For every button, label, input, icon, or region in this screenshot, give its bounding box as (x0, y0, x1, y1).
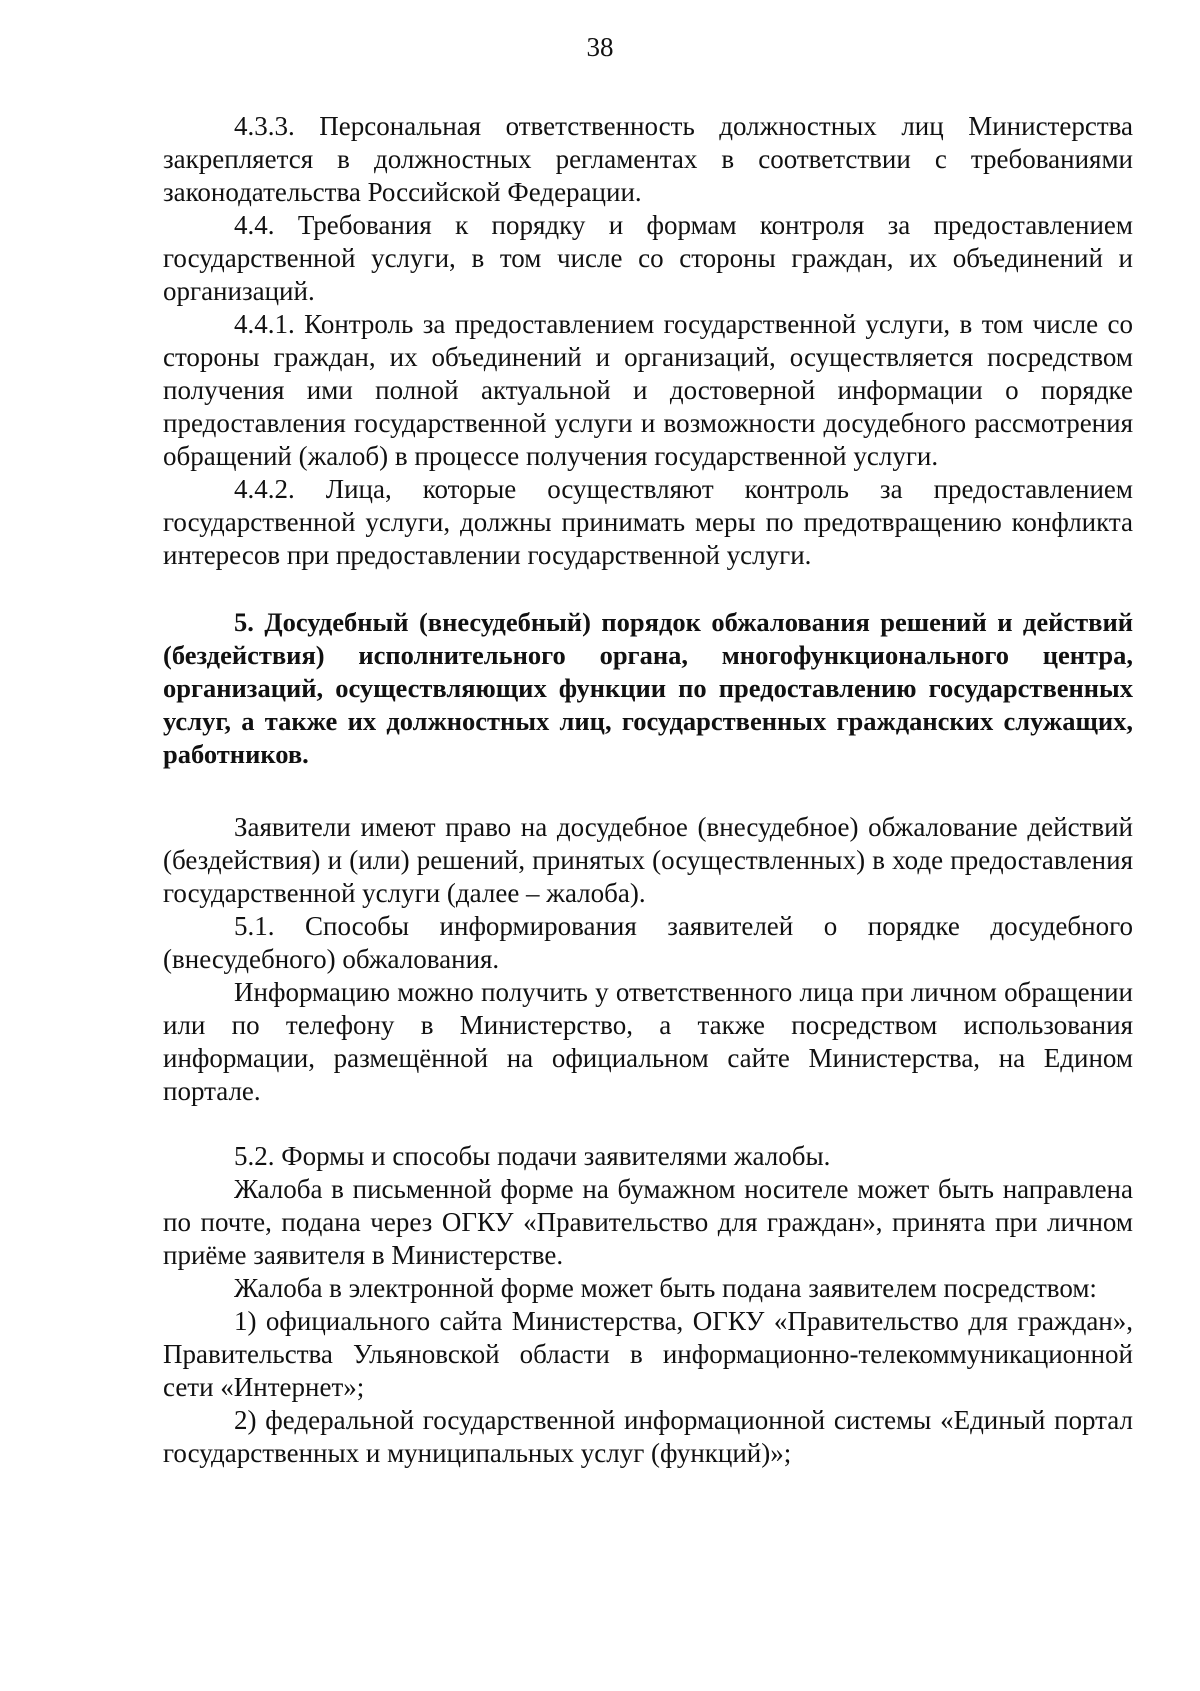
paragraph-4-4-1: 4.4.1. Контроль за предоставлением государственной услуги, в том числе со стороны граждан, их объединений и организаций, осуществляется посредством получения ими полной актуальной и достоверной информации о порядке предоставления государственной услуги и возможности досудебного рассмотрения обращений (жалоб) в процессе получения государственной услуги. (163, 309, 1133, 471)
page-number: 38 (586, 32, 614, 62)
paragraph-5-1: 5.1. Способы информирования заявителей о порядке досудебного (внесудебного) обжалования. (163, 911, 1133, 974)
list-item-1: 1) официального сайта Министерства, ОГКУ «Правительство для граждан», Правительства Ульяновской области в информационно-телекоммуникационной сети «Интернет»; (163, 1306, 1133, 1402)
paragraph-4-4-2: 4.4.2. Лица, которые осуществляют контроль за предоставлением государственной услуги, должны принимать меры по предотвращению конфликта интересов при предоставлении государственной услуги. (163, 474, 1133, 570)
section-5-heading: 5. Досудебный (внесудебный) порядок обжалования решений и действий (бездействия) исполнительного органа, многофункционального центра, организаций, осуществляющих функции по предоставлению государственных услуг, а также их должностных лиц, государственных гражданских служащих, работников. (163, 607, 1133, 769)
paragraph-electronic-complaint: Жалоба в электронной форме может быть подана заявителем посредством: (234, 1273, 1097, 1303)
paragraph-4-4: 4.4. Требования к порядку и формам контроля за предоставлением государственной услуги, в том числе со стороны граждан, их объединений и организаций. (163, 210, 1133, 306)
list-item-2: 2) федеральной государственной информационной системы «Единый портал государственных и муниципальных услуг (функций)»; (163, 1405, 1133, 1468)
paragraph-4-3-3: 4.3.3. Персональная ответственность должностных лиц Министерства закрепляется в должностных регламентах в соответствии с требованиями законодательства Российской Федерации. (163, 111, 1133, 207)
paragraph-paper-complaint: Жалоба в письменной форме на бумажном носителе может быть направлена по почте, подана через ОГКУ «Правительство для граждан», принята при личном приёме заявителя в Министерстве. (163, 1174, 1133, 1270)
paragraph-5-2: 5.2. Формы и способы подачи заявителями жалобы. (234, 1141, 831, 1171)
paragraph-applicants-right: Заявители имеют право на досудебное (внесудебное) обжалование действий (бездействия) и (или) решений, принятых (осуществленных) в ходе предоставления государственной услуги (далее – жалоба). (163, 812, 1133, 908)
paragraph-info-obtain: Информацию можно получить у ответственного лица при личном обращении или по телефону в Министерство, а также посредством использования информации, размещённой на официальном сайте Министерства, на Едином портале. (163, 977, 1133, 1106)
document-body (163, 110, 1133, 1470)
